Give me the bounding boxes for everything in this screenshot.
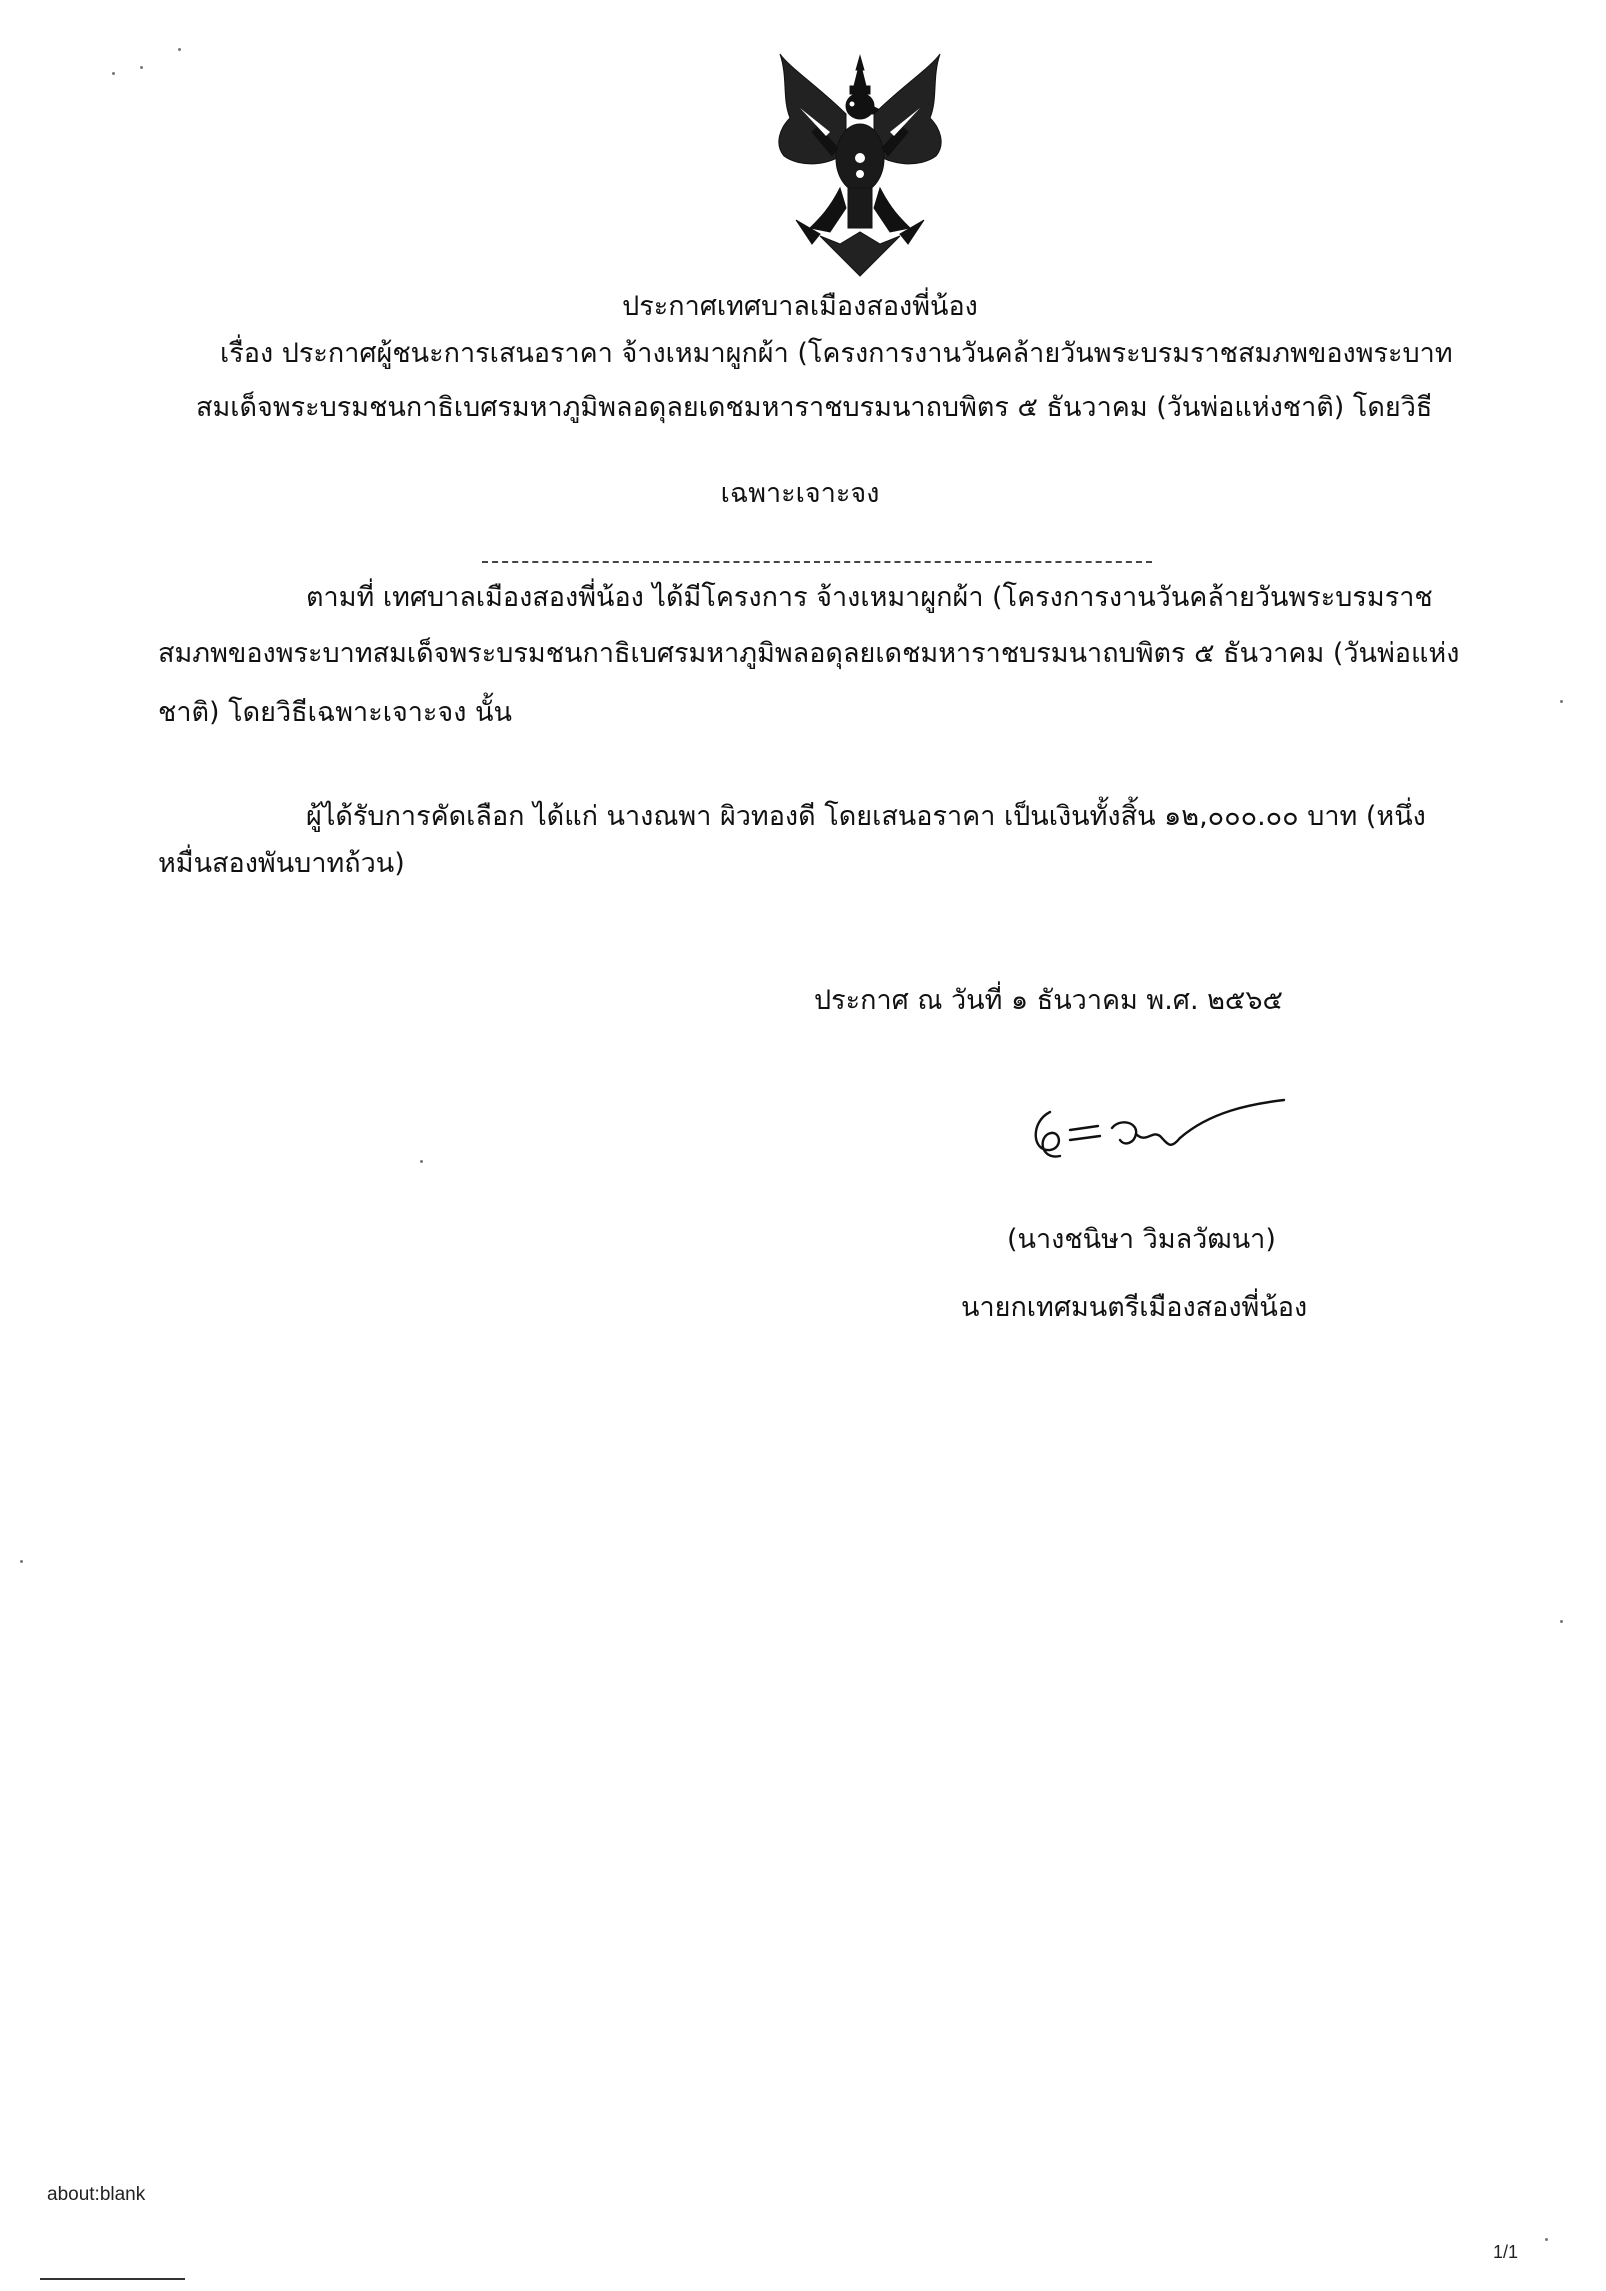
subject-line-3: เฉพาะเจาะจง: [720, 478, 880, 509]
para1-line-2: สมภพของพระบาทสมเด็จพระบรมชนกาธิเบศรมหาภูมิพลอดุลยเดชมหาราชบรมนาถบพิตร ๕ ธันวาคม (วันพ่อแห่ง: [158, 638, 1460, 669]
scan-speck: [112, 72, 115, 75]
scan-speck: [1560, 1620, 1563, 1623]
para2-line-1: ผู้ได้รับการคัดเลือก ได้แก่ นางณพา ผิวทองดี โดยเสนอราคา เป็นเงินทั้งสิ้น ๑๒,๐๐๐.๐๐ บาท (หนึ่ง: [306, 801, 1426, 832]
subject-line-1: เรื่อง ประกาศผู้ชนะการเสนอราคา จ้างเหมาผูกผ้า (โครงการงานวันคล้ายวันพระบรมราชสมภพของพระบาท: [220, 338, 1453, 369]
scan-speck: [1545, 2238, 1548, 2241]
scan-speck: [20, 1560, 23, 1563]
para1-line-1: ตามที่ เทศบาลเมืองสองพี่น้อง ได้มีโครงการ จ้างเหมาผูกผ้า (โครงการงานวันคล้ายวันพระบรมราช: [306, 582, 1433, 613]
footer-url: about:blank: [47, 2184, 146, 2205]
bottom-edge-line: [40, 2278, 185, 2280]
separator-rule: [482, 561, 1152, 563]
signatory-title: นายกเทศมนตรีเมืองสองพี่น้อง: [961, 1292, 1308, 1323]
scan-speck: [178, 48, 181, 51]
scan-speck: [1560, 700, 1563, 703]
issuer-title: ประกาศเทศบาลเมืองสองพี่น้อง: [622, 291, 978, 322]
para1-line-3: ชาติ) โดยวิธีเฉพาะเจาะจง นั้น: [158, 697, 512, 728]
scan-speck: [420, 1160, 423, 1163]
handwritten-signature: [1020, 1082, 1300, 1182]
para2-line-2: หมื่นสองพันบาทถ้วน): [158, 848, 405, 879]
announcement-date: ประกาศ ณ วันที่ ๑ ธันวาคม พ.ศ. ๒๕๖๕: [814, 985, 1283, 1016]
garuda-emblem-icon: [760, 48, 960, 288]
footer-page-number: 1/1: [1493, 2242, 1519, 2262]
scan-speck: [140, 66, 143, 69]
signatory-name: (นางชนิษา วิมลวัฒนา): [1007, 1224, 1276, 1255]
subject-line-2: สมเด็จพระบรมชนกาธิเบศรมหาภูมิพลอดุลยเดชมหาราชบรมนาถบพิตร ๕ ธันวาคม (วันพ่อแห่งชาติ) โดยวิธี: [196, 392, 1433, 423]
